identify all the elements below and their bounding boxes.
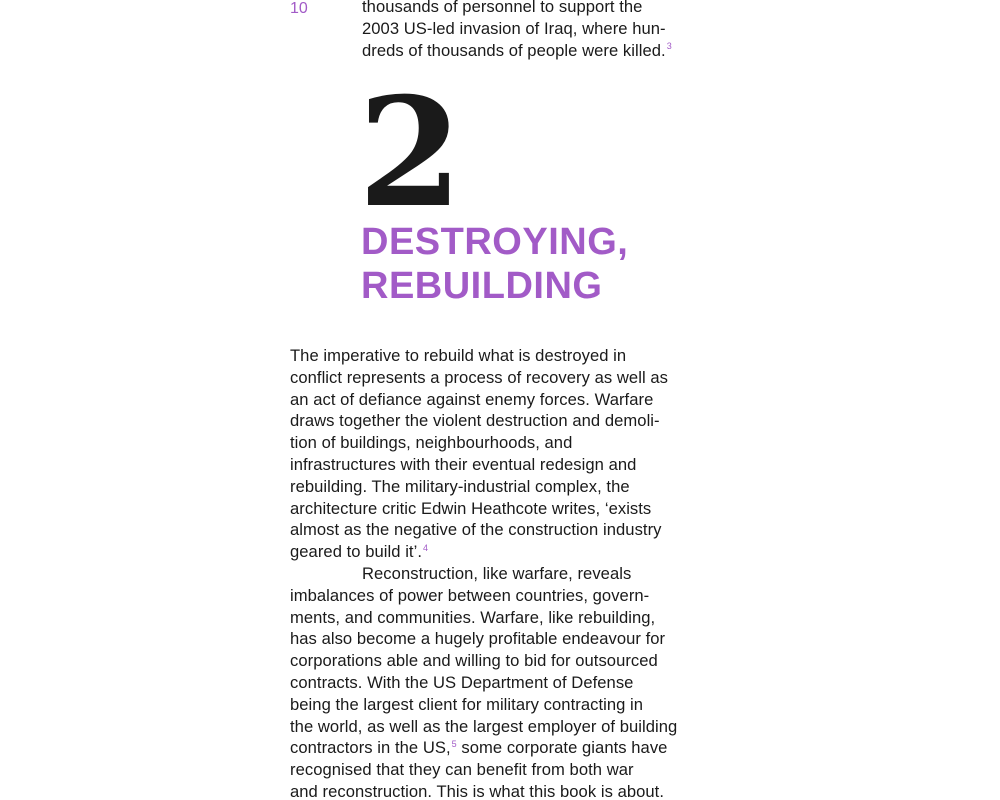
text-line: contracts. With the US Department of Defense — [290, 672, 634, 692]
text-line: tion of buildings, neighbourhoods, and — [290, 433, 573, 453]
text-line: Reconstruction, like warfare, reveals — [362, 563, 632, 583]
text-line: conflict represents a process of recovery as well as — [290, 367, 668, 387]
footnote-marker[interactable]: 4 — [423, 542, 429, 553]
footnote-marker[interactable]: 5 — [451, 738, 457, 749]
chapter-title-line: REBUILDING — [361, 265, 603, 307]
text-line-content: contractors in the US, — [290, 738, 451, 758]
text-line: The imperative to rebuild what is destroyed in — [290, 346, 627, 365]
text-line — [290, 541, 710, 563]
text-line: imbalances of power between countries, govern- — [290, 585, 650, 605]
text-line-content: geared to build it’. — [290, 542, 422, 562]
text-line: the world, as well as the largest employer of building — [290, 716, 678, 736]
text-line: draws together the violent destruction and demoli- — [290, 411, 660, 431]
text-line: almost as the negative of the construction industry — [290, 520, 662, 540]
text-line: ments, and communities. Warfare, like rebuilding, — [290, 607, 656, 627]
text-line-content: some corporate giants have — [456, 738, 668, 758]
text-line: architecture critic Edwin Heathcote writes, ‘exists — [290, 498, 652, 518]
text-line: being the largest client for military contracting in — [290, 694, 644, 714]
text-line-content: dreds of thousands of people were killed. — [362, 40, 666, 60]
page-number: 10 — [290, 0, 308, 17]
text-line: rebuilding. The military-industrial complex, the — [290, 476, 630, 496]
text-line — [290, 737, 710, 759]
text-line: corporations able and willing to bid for outsourced — [290, 651, 658, 671]
text-line: recognised that they can benefit from both war — [290, 760, 634, 780]
main-text — [290, 345, 710, 800]
text-line: has also become a hugely profitable endeavour for — [290, 629, 666, 649]
footnote-marker[interactable]: 3 — [666, 41, 672, 52]
text-line: thousands of personnel to support the — [362, 0, 643, 16]
text-line: 2003 US-led invasion of Iraq, where hun- — [362, 18, 666, 38]
chapter-title — [361, 220, 628, 308]
chapter-title-line: DESTROYING, — [361, 221, 629, 263]
top-paragraph — [362, 0, 782, 61]
text-line: an act of defiance against enemy forces. Warfare — [290, 389, 654, 409]
text-line: infrastructures with their eventual redesign and — [290, 454, 637, 474]
text-line — [362, 40, 782, 62]
text-line: and reconstruction. This is what this book is about. — [290, 781, 665, 800]
chapter-number: 2 — [358, 65, 459, 241]
